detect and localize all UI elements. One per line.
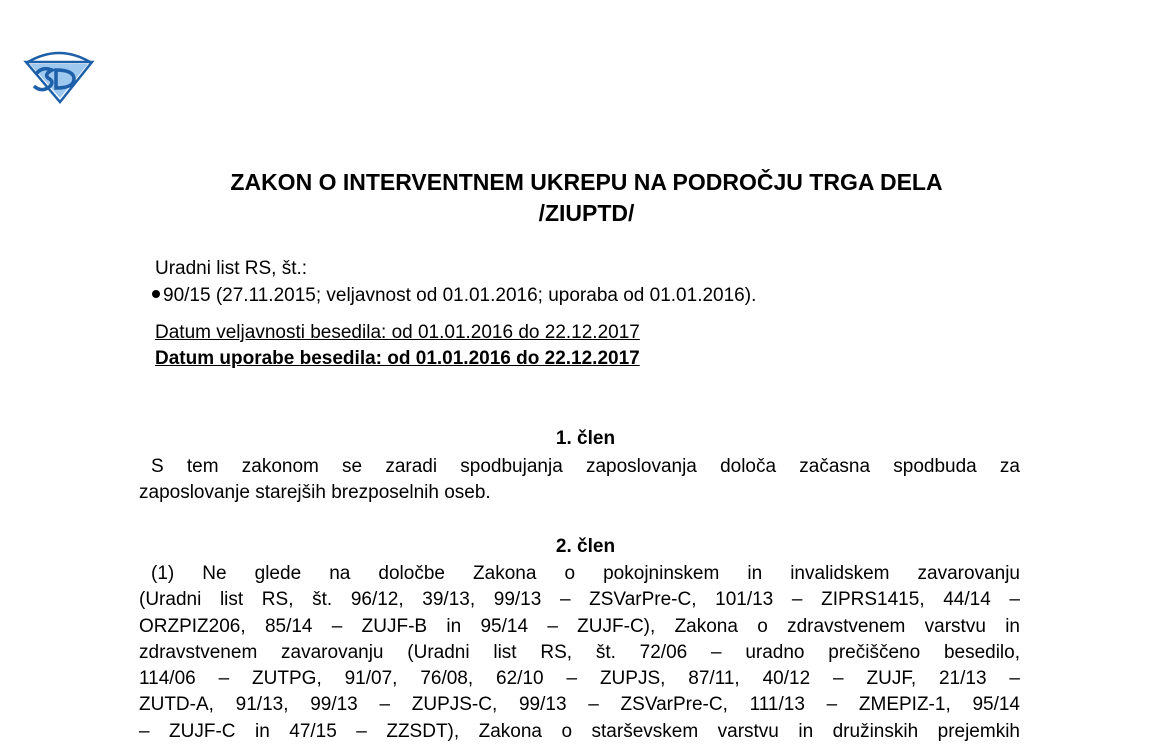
text-line: (Uradni list RS, št. 96/12, 39/13, 99/13 – ZSVarPre-C, 101/13 – ZIPRS1415, 44/14 – (139, 589, 1020, 611)
gazette-entry-item (152, 283, 756, 309)
text-line: S tem zakonom se zaradi spodbujanja zaposlovanja določa začasna spodbuda za (151, 456, 1020, 477)
article-heading: 2. člen (555, 536, 616, 557)
validity-date: Datum veljavnosti besedila: od 01.01.2016 do 22.12.2017 (155, 322, 640, 343)
bullet-icon (152, 290, 160, 298)
article-body (139, 561, 1020, 745)
article-body (139, 454, 1020, 507)
text-line: (1) Ne glede na določbe Zakona o pokojninskem in invalidskem zavarovanju (151, 563, 1020, 584)
gazette-entry: 90/15 (27.11.2015; veljavnost od 01.01.2016; uporaba od 01.01.2016). (163, 285, 757, 306)
text-line: zaposlovanje starejših brezposelnih oseb. (139, 482, 491, 504)
text-line: zdravstvenem zavarovanju (Uradni list RS, št. 72/06 – uradno prečiščeno besedilo, (139, 641, 1020, 663)
document-title: ZAKON O INTERVENTNEM UKREPU NA PODROČJU TRGA DELA (230, 169, 943, 195)
text-line: ORZPIZ206, 85/14 – ZUJF-B in 95/14 – ZUJF-C), Zakona o zdravstvenem varstvu in (139, 615, 1020, 637)
text-line: ZUTD-A, 91/13, 99/13 – ZUPJS-C, 99/13 – ZSVarPre-C, 111/13 – ZMEPIZ-1, 95/14 (139, 694, 1020, 716)
text-line: 114/06 – ZUTPG, 91/07, 76/08, 62/10 – ZUPJS, 87/11, 40/12 – ZUJF, 21/13 – (139, 668, 1020, 690)
text-line: – ZUJF-C in 47/15 – ZZSDT), Zakona o starševskem varstvu in družinskih prejemkih (139, 720, 1020, 742)
logo-icon (22, 48, 96, 104)
article-heading: 1. člen (555, 428, 616, 449)
document-abbreviation: /ZIUPTD/ (538, 200, 635, 226)
usage-date: Datum uporabe besedila: od 01.01.2016 do 22.12.2017 (155, 348, 640, 369)
gazette-label: Uradni list RS, št.: (155, 258, 308, 279)
